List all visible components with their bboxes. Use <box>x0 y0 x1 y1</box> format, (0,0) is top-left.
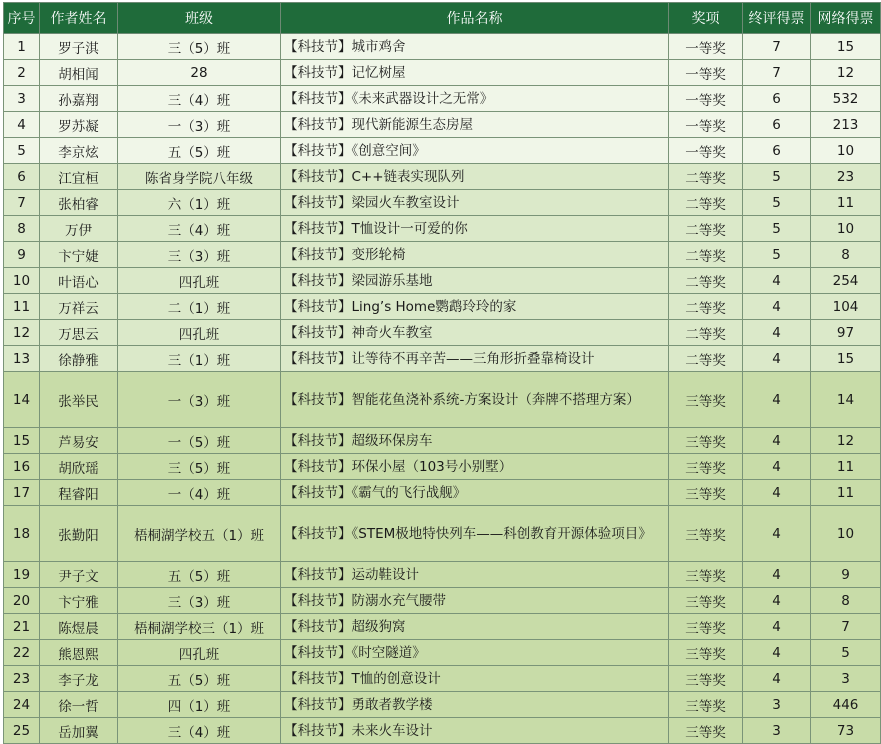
online-votes-cell[interactable]: 14 <box>811 372 881 428</box>
author-name-cell[interactable]: 徐一哲 <box>40 692 118 718</box>
author-name-cell[interactable]: 张勤阳 <box>40 506 118 562</box>
work-title-cell[interactable]: 【科技节】勇敢者教学楼 <box>281 692 669 718</box>
author-name-cell[interactable]: 万思云 <box>40 320 118 346</box>
row-number-cell[interactable]: 23 <box>4 666 40 692</box>
table-row <box>4 164 881 190</box>
online-votes-cell[interactable]: 7 <box>811 614 881 640</box>
class-cell[interactable]: 一（3）班 <box>118 372 281 428</box>
header-class[interactable]: 班级 <box>118 3 281 34</box>
table-row <box>4 346 881 372</box>
class-cell[interactable]: 三（5）班 <box>118 454 281 480</box>
final-votes-cell[interactable]: 6 <box>743 86 811 112</box>
table-row <box>4 242 881 268</box>
table-row <box>4 112 881 138</box>
row-number-cell[interactable]: 8 <box>4 216 40 242</box>
header-row <box>4 3 881 34</box>
author-name-cell[interactable]: 陈煜晨 <box>40 614 118 640</box>
row-number-cell[interactable]: 11 <box>4 294 40 320</box>
author-name-cell[interactable]: 徐静雅 <box>40 346 118 372</box>
work-title-cell[interactable]: 【科技节】记忆树屋 <box>281 60 669 86</box>
author-name-cell[interactable]: 李京炫 <box>40 138 118 164</box>
work-title-cell[interactable]: 【科技节】《未来武器设计之无常》 <box>281 86 669 112</box>
award-cell[interactable]: 三等奖 <box>669 372 743 428</box>
final-votes-cell[interactable]: 4 <box>743 320 811 346</box>
table-row <box>4 562 881 588</box>
online-votes-cell[interactable]: 3 <box>811 666 881 692</box>
online-votes-cell[interactable]: 10 <box>811 138 881 164</box>
class-cell[interactable]: 28 <box>118 60 281 86</box>
class-cell[interactable]: 四（1）班 <box>118 692 281 718</box>
work-title-cell[interactable]: 【科技节】《霸气的飞行战舰》 <box>281 480 669 506</box>
final-votes-cell[interactable]: 3 <box>743 692 811 718</box>
award-cell[interactable]: 三等奖 <box>669 666 743 692</box>
table-row <box>4 294 881 320</box>
class-cell[interactable]: 二（1）班 <box>118 294 281 320</box>
header-no[interactable]: 序号 <box>4 3 40 34</box>
class-cell[interactable]: 六（1）班 <box>118 190 281 216</box>
final-votes-cell[interactable]: 4 <box>743 506 811 562</box>
table-row <box>4 454 881 480</box>
award-cell[interactable]: 三等奖 <box>669 614 743 640</box>
table-row <box>4 86 881 112</box>
online-votes-cell[interactable]: 8 <box>811 588 881 614</box>
row-number-cell[interactable]: 4 <box>4 112 40 138</box>
online-votes-cell[interactable]: 11 <box>811 480 881 506</box>
final-votes-cell[interactable]: 4 <box>743 372 811 428</box>
row-number-cell[interactable]: 20 <box>4 588 40 614</box>
author-name-cell[interactable]: 江宜桓 <box>40 164 118 190</box>
award-cell[interactable]: 一等奖 <box>669 138 743 164</box>
final-votes-cell[interactable]: 5 <box>743 216 811 242</box>
final-votes-cell[interactable]: 4 <box>743 666 811 692</box>
row-number-cell[interactable]: 15 <box>4 428 40 454</box>
row-number-cell[interactable]: 21 <box>4 614 40 640</box>
award-cell[interactable]: 三等奖 <box>669 640 743 666</box>
author-name-cell[interactable]: 胡相闻 <box>40 60 118 86</box>
online-votes-cell[interactable]: 104 <box>811 294 881 320</box>
author-name-cell[interactable]: 熊恩熙 <box>40 640 118 666</box>
author-name-cell[interactable]: 卞宁雅 <box>40 588 118 614</box>
final-votes-cell[interactable]: 5 <box>743 190 811 216</box>
author-name-cell[interactable]: 胡欣瑶 <box>40 454 118 480</box>
class-cell[interactable]: 三（3）班 <box>118 242 281 268</box>
final-votes-cell[interactable]: 4 <box>743 454 811 480</box>
table-row <box>4 34 881 60</box>
award-cell[interactable]: 一等奖 <box>669 34 743 60</box>
final-votes-cell[interactable]: 6 <box>743 112 811 138</box>
author-name-cell[interactable]: 卞宁婕 <box>40 242 118 268</box>
author-name-cell[interactable]: 罗子淇 <box>40 34 118 60</box>
work-title-cell[interactable]: 【科技节】T恤的创意设计 <box>281 666 669 692</box>
award-cell[interactable]: 二等奖 <box>669 268 743 294</box>
author-name-cell[interactable]: 尹子文 <box>40 562 118 588</box>
row-number-cell[interactable]: 24 <box>4 692 40 718</box>
award-cell[interactable]: 一等奖 <box>669 112 743 138</box>
final-votes-cell[interactable]: 4 <box>743 346 811 372</box>
class-cell[interactable]: 三（5）班 <box>118 34 281 60</box>
table-row <box>4 372 881 428</box>
class-cell[interactable]: 一（4）班 <box>118 480 281 506</box>
final-votes-cell[interactable]: 3 <box>743 718 811 744</box>
work-title-cell[interactable]: 【科技节】梁园游乐基地 <box>281 268 669 294</box>
row-number-cell[interactable]: 17 <box>4 480 40 506</box>
class-cell[interactable]: 三（1）班 <box>118 346 281 372</box>
table-row <box>4 428 881 454</box>
work-title-cell[interactable]: 【科技节】防溺水充气腰带 <box>281 588 669 614</box>
table-row <box>4 692 881 718</box>
work-title-cell[interactable]: 【科技节】环保小屋（103号小别墅） <box>281 454 669 480</box>
author-name-cell[interactable]: 罗苏凝 <box>40 112 118 138</box>
results-sheet <box>0 2 881 739</box>
award-cell[interactable]: 三等奖 <box>669 718 743 744</box>
work-title-cell[interactable]: 【科技节】超级环保房车 <box>281 428 669 454</box>
final-votes-cell[interactable]: 4 <box>743 588 811 614</box>
award-cell[interactable]: 三等奖 <box>669 454 743 480</box>
row-number-cell[interactable]: 16 <box>4 454 40 480</box>
header-author[interactable]: 作者姓名 <box>40 3 118 34</box>
table-row <box>4 60 881 86</box>
row-number-cell[interactable]: 7 <box>4 190 40 216</box>
work-title-cell[interactable]: 【科技节】《时空隧道》 <box>281 640 669 666</box>
online-votes-cell[interactable]: 10 <box>811 216 881 242</box>
work-title-cell[interactable]: 【科技节】《STEM极地特快列车——科创教育开源体验项目》 <box>281 506 669 562</box>
award-cell[interactable]: 一等奖 <box>669 60 743 86</box>
header-online-votes[interactable]: 网络得票 <box>811 3 881 34</box>
award-cell[interactable]: 二等奖 <box>669 242 743 268</box>
table-body <box>4 34 881 744</box>
table-row <box>4 718 881 744</box>
online-votes-cell[interactable]: 5 <box>811 640 881 666</box>
final-votes-cell[interactable]: 5 <box>743 164 811 190</box>
row-number-cell[interactable]: 2 <box>4 60 40 86</box>
author-name-cell[interactable]: 万伊 <box>40 216 118 242</box>
online-votes-cell[interactable]: 8 <box>811 242 881 268</box>
table-row <box>4 216 881 242</box>
header-award[interactable]: 奖项 <box>669 3 743 34</box>
online-votes-cell[interactable]: 12 <box>811 60 881 86</box>
final-votes-cell[interactable]: 7 <box>743 60 811 86</box>
final-votes-cell[interactable]: 4 <box>743 614 811 640</box>
online-votes-cell[interactable]: 23 <box>811 164 881 190</box>
class-cell[interactable]: 梧桐湖学校五（1）班 <box>118 506 281 562</box>
table-row <box>4 640 881 666</box>
header-final-votes[interactable]: 终评得票 <box>743 3 811 34</box>
row-number-cell[interactable]: 22 <box>4 640 40 666</box>
author-name-cell[interactable]: 李子龙 <box>40 666 118 692</box>
award-cell[interactable]: 三等奖 <box>669 588 743 614</box>
row-number-cell[interactable]: 13 <box>4 346 40 372</box>
online-votes-cell[interactable]: 15 <box>811 346 881 372</box>
row-number-cell[interactable]: 18 <box>4 506 40 562</box>
class-cell[interactable]: 三（3）班 <box>118 588 281 614</box>
final-votes-cell[interactable]: 4 <box>743 562 811 588</box>
table-row <box>4 268 881 294</box>
award-cell[interactable]: 三等奖 <box>669 480 743 506</box>
online-votes-cell[interactable]: 446 <box>811 692 881 718</box>
table-row <box>4 666 881 692</box>
award-cell[interactable]: 二等奖 <box>669 294 743 320</box>
author-name-cell[interactable]: 孙嘉翔 <box>40 86 118 112</box>
final-votes-cell[interactable]: 4 <box>743 428 811 454</box>
online-votes-cell[interactable]: 73 <box>811 718 881 744</box>
class-cell[interactable]: 五（5）班 <box>118 666 281 692</box>
work-title-cell[interactable]: 【科技节】现代新能源生态房屋 <box>281 112 669 138</box>
class-cell[interactable]: 梧桐湖学校三（1）班 <box>118 614 281 640</box>
author-name-cell[interactable]: 张举民 <box>40 372 118 428</box>
row-number-cell[interactable]: 3 <box>4 86 40 112</box>
online-votes-cell[interactable]: 11 <box>811 454 881 480</box>
work-title-cell[interactable]: 【科技节】神奇火车教室 <box>281 320 669 346</box>
table-row <box>4 588 881 614</box>
award-cell[interactable]: 三等奖 <box>669 562 743 588</box>
online-votes-cell[interactable]: 10 <box>811 506 881 562</box>
author-name-cell[interactable]: 万祥云 <box>40 294 118 320</box>
author-name-cell[interactable]: 岳加翼 <box>40 718 118 744</box>
work-title-cell[interactable]: 【科技节】C++链表实现队列 <box>281 164 669 190</box>
work-title-cell[interactable]: 【科技节】《创意空间》 <box>281 138 669 164</box>
class-cell[interactable]: 五（5）班 <box>118 138 281 164</box>
table-row <box>4 480 881 506</box>
header-work-title[interactable]: 作品名称 <box>281 3 669 34</box>
author-name-cell[interactable]: 程睿阳 <box>40 480 118 506</box>
work-title-cell[interactable]: 【科技节】未来火车设计 <box>281 718 669 744</box>
row-number-cell[interactable]: 5 <box>4 138 40 164</box>
table-row <box>4 614 881 640</box>
online-votes-cell[interactable]: 11 <box>811 190 881 216</box>
author-name-cell[interactable]: 张柏睿 <box>40 190 118 216</box>
award-cell[interactable]: 三等奖 <box>669 692 743 718</box>
class-cell[interactable]: 三（4）班 <box>118 216 281 242</box>
final-votes-cell[interactable]: 6 <box>743 138 811 164</box>
final-votes-cell[interactable]: 5 <box>743 242 811 268</box>
table-row <box>4 506 881 562</box>
final-votes-cell[interactable]: 4 <box>743 640 811 666</box>
award-cell[interactable]: 三等奖 <box>669 506 743 562</box>
row-number-cell[interactable]: 6 <box>4 164 40 190</box>
table-row <box>4 190 881 216</box>
final-votes-cell[interactable]: 7 <box>743 34 811 60</box>
award-cell[interactable]: 二等奖 <box>669 320 743 346</box>
row-number-cell[interactable]: 1 <box>4 34 40 60</box>
work-title-cell[interactable]: 【科技节】Ling’s Home鹦鹉玲玲的家 <box>281 294 669 320</box>
class-cell[interactable]: 四孔班 <box>118 268 281 294</box>
class-cell[interactable]: 四孔班 <box>118 320 281 346</box>
row-number-cell[interactable]: 25 <box>4 718 40 744</box>
award-cell[interactable]: 一等奖 <box>669 86 743 112</box>
class-cell[interactable]: 三（4）班 <box>118 86 281 112</box>
row-number-cell[interactable]: 12 <box>4 320 40 346</box>
class-cell[interactable]: 四孔班 <box>118 640 281 666</box>
award-cell[interactable]: 二等奖 <box>669 190 743 216</box>
online-votes-cell[interactable]: 15 <box>811 34 881 60</box>
table-row <box>4 320 881 346</box>
online-votes-cell[interactable]: 532 <box>811 86 881 112</box>
class-cell[interactable]: 五（5）班 <box>118 562 281 588</box>
work-title-cell[interactable]: 【科技节】超级狗窝 <box>281 614 669 640</box>
work-title-cell[interactable]: 【科技节】城市鸡舍 <box>281 34 669 60</box>
row-number-cell[interactable]: 9 <box>4 242 40 268</box>
class-cell[interactable]: 一（5）班 <box>118 428 281 454</box>
row-number-cell[interactable]: 10 <box>4 268 40 294</box>
work-title-cell[interactable]: 【科技节】智能花鱼浇补系统-方案设计（奔牌不搭理方案） <box>281 372 669 428</box>
online-votes-cell[interactable]: 254 <box>811 268 881 294</box>
work-title-cell[interactable]: 【科技节】让等待不再辛苦——三角形折叠靠椅设计 <box>281 346 669 372</box>
work-title-cell[interactable]: 【科技节】梁园火车教室设计 <box>281 190 669 216</box>
award-cell[interactable]: 二等奖 <box>669 164 743 190</box>
online-votes-cell[interactable]: 12 <box>811 428 881 454</box>
work-title-cell[interactable]: 【科技节】运动鞋设计 <box>281 562 669 588</box>
author-name-cell[interactable]: 叶语心 <box>40 268 118 294</box>
online-votes-cell[interactable]: 9 <box>811 562 881 588</box>
final-votes-cell[interactable]: 4 <box>743 480 811 506</box>
work-title-cell[interactable]: 【科技节】T恤设计一可爱的你 <box>281 216 669 242</box>
work-title-cell[interactable]: 【科技节】变形轮椅 <box>281 242 669 268</box>
award-cell[interactable]: 三等奖 <box>669 428 743 454</box>
award-table <box>3 2 881 744</box>
class-cell[interactable]: 三（4）班 <box>118 718 281 744</box>
award-cell[interactable]: 二等奖 <box>669 216 743 242</box>
final-votes-cell[interactable]: 4 <box>743 294 811 320</box>
online-votes-cell[interactable]: 97 <box>811 320 881 346</box>
row-number-cell[interactable]: 19 <box>4 562 40 588</box>
class-cell[interactable]: 陈省身学院八年级 <box>118 164 281 190</box>
row-number-cell[interactable]: 14 <box>4 372 40 428</box>
table-row <box>4 138 881 164</box>
author-name-cell[interactable]: 芦易安 <box>40 428 118 454</box>
online-votes-cell[interactable]: 213 <box>811 112 881 138</box>
award-cell[interactable]: 二等奖 <box>669 346 743 372</box>
class-cell[interactable]: 一（3）班 <box>118 112 281 138</box>
final-votes-cell[interactable]: 4 <box>743 268 811 294</box>
